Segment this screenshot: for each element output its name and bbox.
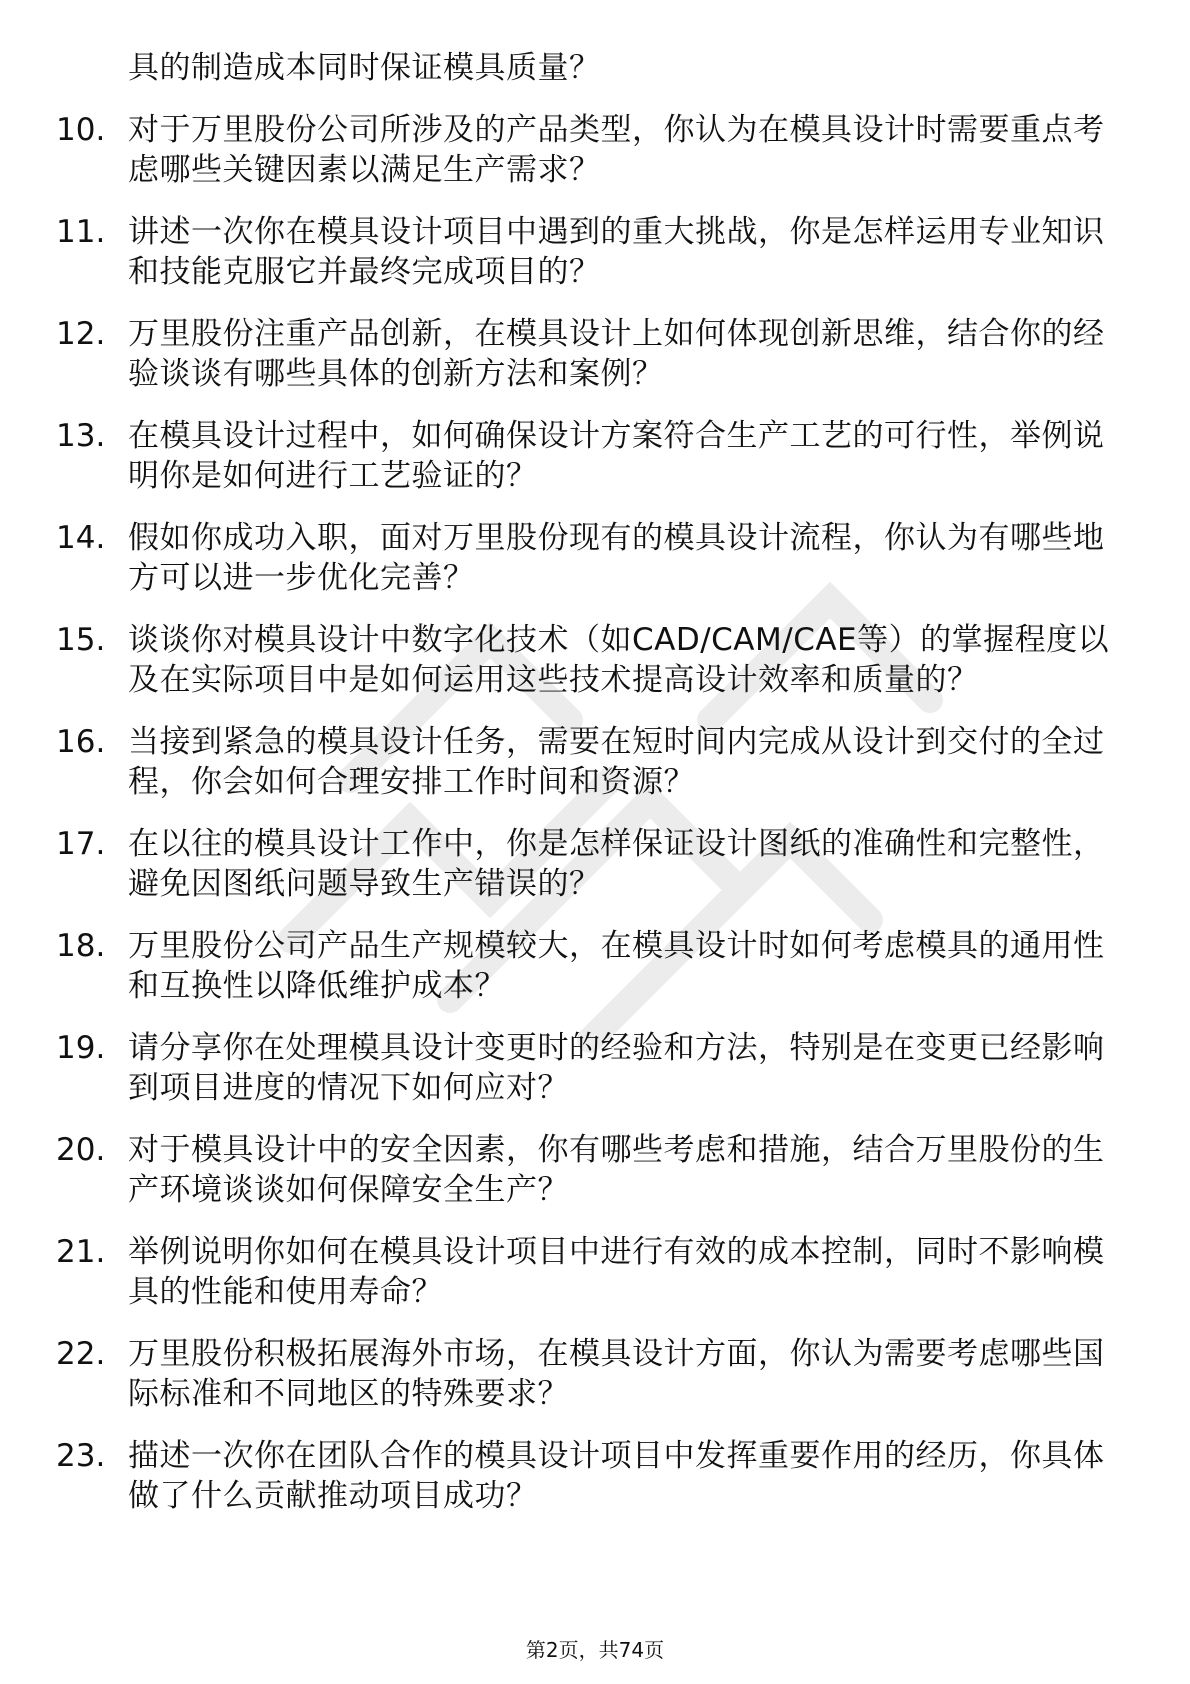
question-item [56, 926, 1120, 1006]
question-text: 谈谈你对模具设计中数字化技术（如CAD/CAM/CAE等）的掌握程度以及在实际项目中是如何运用这些技术提高设计效率和质量的？ [128, 622, 1110, 698]
question-number: 18. [56, 928, 106, 964]
question-text: 万里股份积极拓展海外市场，在模具设计方面，你认为需要考虑哪些国际标准和不同地区的特殊要求？ [128, 1336, 1105, 1412]
question-number: 22. [56, 1336, 106, 1372]
question-item [56, 416, 1120, 496]
question-number: 16. [56, 724, 106, 760]
question-text: 请分享你在处理模具设计变更时的经验和方法，特别是在变更已经影响到项目进度的情况下如何应对？ [128, 1030, 1105, 1106]
question-number: 14. [56, 520, 106, 556]
question-number: 19. [56, 1030, 106, 1066]
question-number: 21. [56, 1234, 106, 1270]
question-item [56, 1232, 1120, 1312]
question-item [56, 824, 1120, 904]
question-number: 23. [56, 1438, 106, 1474]
question-item [56, 110, 1120, 190]
question-item [56, 212, 1120, 292]
continued-question-text: 具的制造成本同时保证模具质量？ [128, 50, 601, 86]
question-number: 17. [56, 826, 106, 862]
question-text: 当接到紧急的模具设计任务，需要在短时间内完成从设计到交付的全过程，你会如何合理安排工作时间和资源？ [128, 724, 1105, 800]
question-item [56, 518, 1120, 598]
page-footer: 第2页，共74页 [525, 1638, 665, 1662]
question-item [56, 722, 1120, 802]
question-text: 讲述一次你在模具设计项目中遇到的重大挑战，你是怎样运用专业知识和技能克服它并最终完成项目的？ [128, 214, 1105, 290]
question-number: 10. [56, 112, 106, 148]
question-text: 对于万里股份公司所涉及的产品类型，你认为在模具设计时需要重点考虑哪些关键因素以满足生产需求？ [128, 112, 1105, 188]
question-text: 万里股份公司产品生产规模较大，在模具设计时如何考虑模具的通用性和互换性以降低维护成本？ [128, 928, 1105, 1004]
question-text: 描述一次你在团队合作的模具设计项目中发挥重要作用的经历，你具体做了什么贡献推动项目成功？ [128, 1438, 1105, 1514]
question-item [56, 314, 1120, 394]
question-item [56, 1334, 1120, 1414]
question-text: 假如你成功入职，面对万里股份现有的模具设计流程，你认为有哪些地方可以进一步优化完善？ [128, 520, 1105, 596]
question-number: 12. [56, 316, 106, 352]
question-item [56, 1436, 1120, 1516]
question-list [56, 48, 1120, 1516]
question-item [56, 1130, 1120, 1210]
question-text: 举例说明你如何在模具设计项目中进行有效的成本控制，同时不影响模具的性能和使用寿命？ [128, 1234, 1105, 1310]
question-text: 万里股份注重产品创新，在模具设计上如何体现创新思维，结合你的经验谈谈有哪些具体的创新方法和案例？ [128, 316, 1105, 392]
question-text: 在以往的模具设计工作中，你是怎样保证设计图纸的准确性和完整性，避免因图纸问题导致生产错误的？ [128, 826, 1105, 902]
question-item [56, 1028, 1120, 1108]
question-number: 15. [56, 622, 106, 658]
question-number: 11. [56, 214, 106, 250]
question-number: 20. [56, 1132, 106, 1168]
question-item [56, 620, 1120, 700]
question-number: 13. [56, 418, 106, 454]
question-text: 对于模具设计中的安全因素，你有哪些考虑和措施，结合万里股份的生产环境谈谈如何保障安全生产？ [128, 1132, 1105, 1208]
question-text: 在模具设计过程中，如何确保设计方案符合生产工艺的可行性，举例说明你是如何进行工艺验证的？ [128, 418, 1105, 494]
